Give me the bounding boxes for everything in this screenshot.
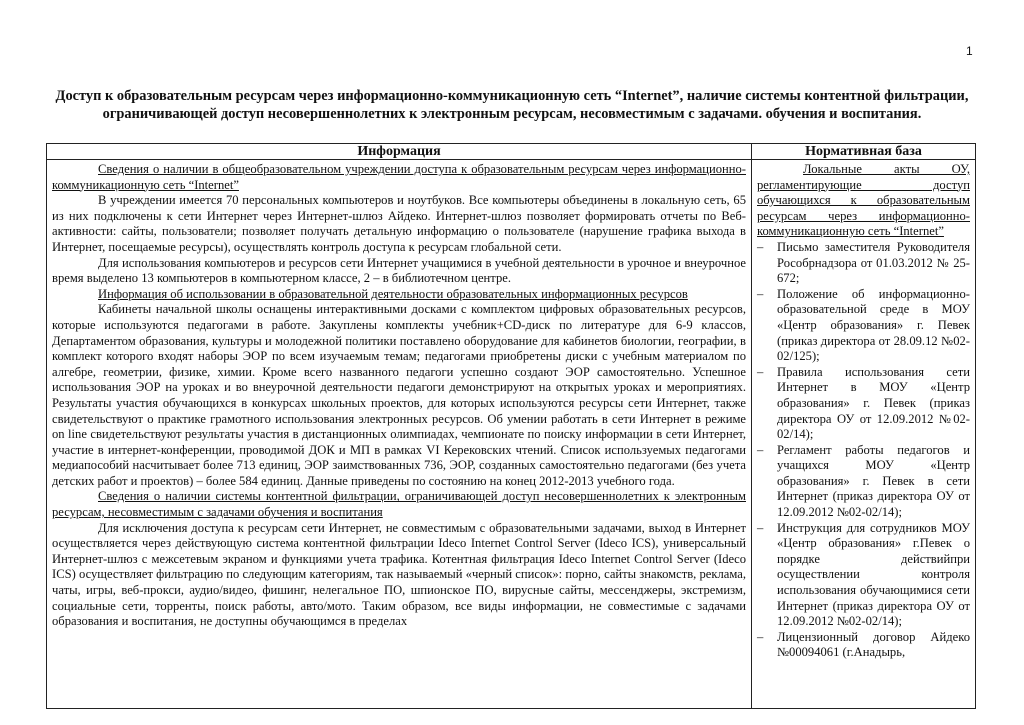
info-paragraph: Кабинеты начальной школы оснащены интерактивными досками с комплектом цифровых образовательных ресурсов, которые используются педагогами в работе. Закуплены комплекты учебник+CD-диск по литературе для 6-9 классов, Департаментом образования, культуры и молодежной политики поставлено оборудование для кабинетов биологии, географии, в комплект которого входят наборы ЭОР по всем изучаемым темам; педагогами приобретены диски с учебным материалом по алгебре, геометрии, физике, химии. Кроме всего названного педагоги успешно создают ЭОР самостоятельно. Успешное использования ЭОР на уроках и во внеурочной деятельности педагоги демонстрируют на открытых уроках и мероприятиях. Результаты участия обучающихся в конкурсах школьных проектов, для которых используются ресурсы сети Интернет, также свидетельствуют о практике грамотного использования электронных ресурсов. Об умении работать в сети Интернет в режиме on line свидетельствуют результаты участия в дистанционных олимпиадах, чемпионате по поиску информации в сети Интернет, участие в интернет-конференции, проводимой ДОК и МП в рамках VI Керековских чтений. Список используемых педагогами медиапособий насчитывает более 713 единиц, ЭОР заимствованных 736, ЭОР, созданных самостоятельно педагогами (без учета детских работ и проектов) – более 584 единиц. Данные приведены по состоянию на конец 2012-2013 учебного года. [52,302,746,488]
norm-intro: Локальные акты ОУ, регламентирующие доступ обучающихся к образовательным ресурсам через информационно-коммуникационную сеть “Internet” [757,162,970,239]
page-number: 1 [966,44,973,58]
info-paragraph: Для исключения доступа к ресурсам сети Интернет, не совместимым с образовательными задачами, выход в Интернет осуществляется через действующую система контентной фильтрации Ideco Internet Control Server (Ideco ICS), универсальный Интернет-шлюз с межсетевым экраном и функциями учета трафика. Котентная фильтрация Ideco Internet Control Server (Ideco ICS) осуществляет фильтрацию по следующим категориям, так называемый «черный список»: порно, сайты знакомств, реклама, чаты, игры, веб-прокси, аудио/видео, фишинг, нелегальное ПО, шпионское ПО, вирусные сайты, мессенджеры, экстремизм, социальные сети, торренты, поиск работы, авто/мото. Таким образом, все виды информации, не совместимые с задачами образования и воспитания, не доступны обучающимся в пределах [52,520,746,629]
norm-list [757,240,970,661]
norm-cell [752,160,976,709]
list-item: – Инструкция для сотрудников МОУ «Центр образования» г.Певек о порядке действийпри осуществлении контроля использования обучающимися сети Интернет (приказ директора ОУ от 12.09.2012 №02-02/14); [757,521,970,630]
info-table [46,143,976,709]
section-heading-content-filtering: Сведения о наличии системы контентной фильтрации, ограничивающей доступ несовершеннолетних к электронным ресурсам, несовместимым с задачами обучения и воспитания [52,489,746,520]
table-row [47,160,976,709]
info-paragraph: В учреждении имеется 70 персональных компьютеров и ноутбуков. Все компьютеры объединены в локальную сеть, 65 из них подключены к сети Интернет через Интернет-шлюз Айдеко. Интернет-шлюз позволяет формировать отчеты по Веб-активности: сайты, пользователи; позволяет получать детальную информацию о пользователе (нарушение графика выхода в Интернет, посещаемые ресурсы), осуществлять контроль доступа к ресурсам глобальной сети. [52,193,746,254]
list-item: – Лицензионный договор Айдеко №00094061 (г.Анадырь, [757,630,970,661]
list-item: – Письмо заместителя Руководителя Рособрнадзора от 01.03.2012 № 25-672; [757,240,970,287]
column-header-norm: Нормативная база [752,144,976,160]
document-title: Доступ к образовательным ресурсам через информационно-коммуникационную сеть “Internet”, наличие системы контентной фильтрации, ограничивающей доступ несовершеннолетних к электронным ресурсам, несовместимым с задачами. обучения и воспитания. [55,88,969,122]
list-item: – Правила использования сети Интернет в МОУ «Центр образования» г. Певек (приказ директора ОУ от 12.09.2012 №02-02/14); [757,365,970,443]
column-header-info: Информация [47,144,752,160]
table-header-row [47,144,976,160]
list-item: – Положение об информационно-образовательной среде в МОУ «Центр образования» г. Певек (приказ директора от 28.09.12 №02-02/125); [757,287,970,365]
info-cell [47,160,752,709]
section-heading-resource-usage: Информация об использовании в образовательной деятельности образовательных информационных ресурсов [98,286,688,301]
info-paragraph: Для использования компьютеров и ресурсов сети Интернет учащимися в учебной деятельности в урочное и внеурочное время выделено 13 компьютеров в компьютерном классе, 2 – в библиотечном центре. [52,255,746,286]
section-heading-internet-access: Сведения о наличии в общеобразовательном учреждении доступа к образовательным ресурсам через информационно-коммуникационную сеть “Internet” [52,162,746,192]
list-item: – Регламент работы педагогов и учащихся МОУ «Центр образования» г. Певек в сети Интернет (приказ директора ОУ от 12.09.2012 №02-02/14); [757,443,970,521]
